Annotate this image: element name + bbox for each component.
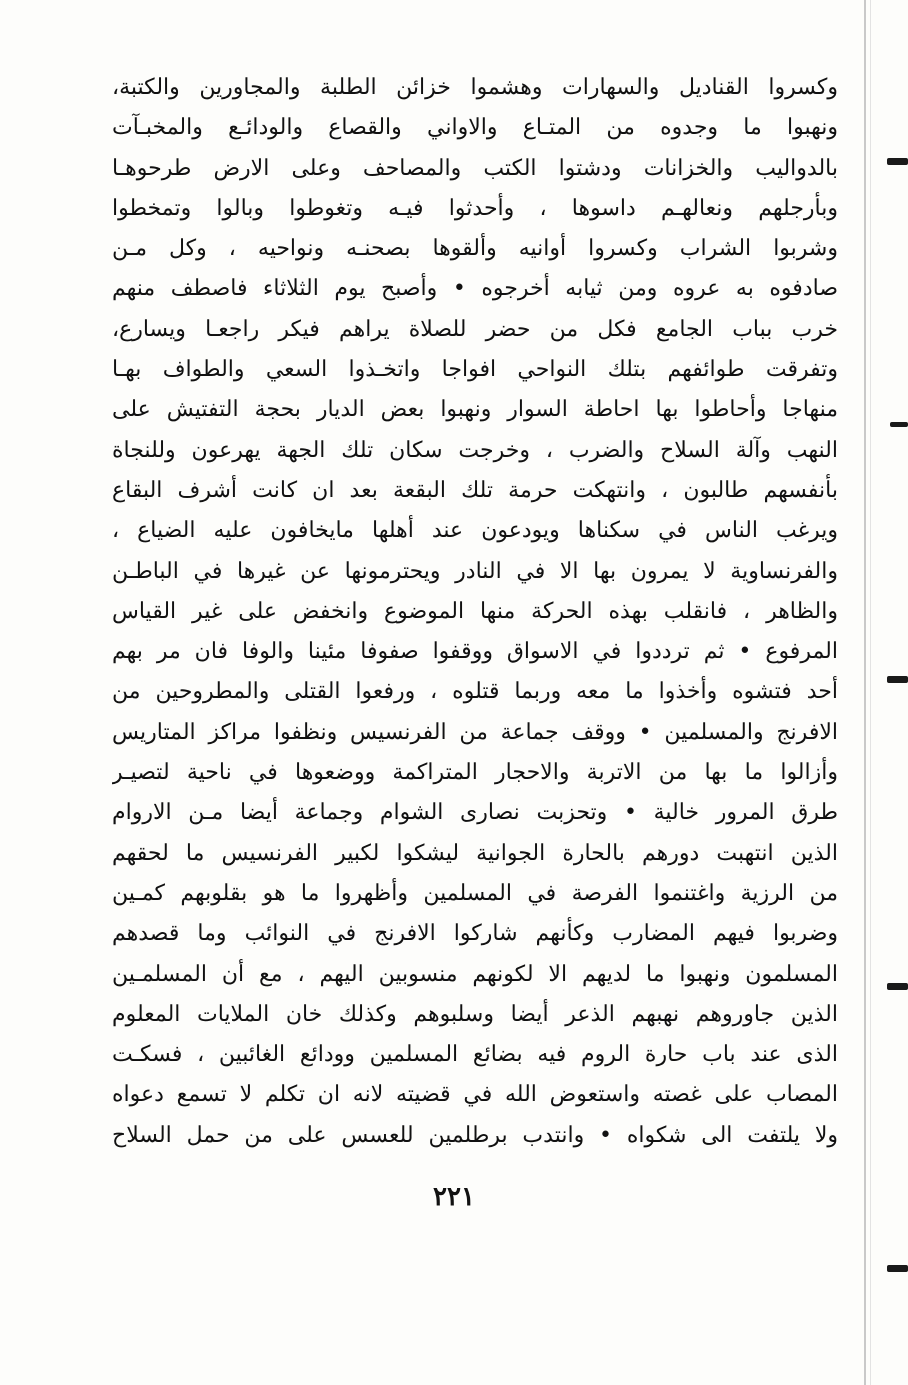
page-edge-mark (887, 983, 908, 990)
text-line: وضربوا فيهم المضارب وكأنهم شاركوا الافرنج في النوائب وما قصدهم (112, 921, 838, 947)
text-line: بأنفسهم طالبون ، وانتهكت حرمة تلك البقعة بعد ان كانت أشرف البقاع (112, 477, 838, 503)
page-edge-mark (887, 1265, 908, 1272)
page-number: ٢٢١ (433, 1182, 475, 1212)
text-line: والظاهر ، فانقلب بهذه الحركة منها الموضوع وانخفض على غير القياس (112, 598, 838, 624)
text-line: طرق المرور خالية • وتحزبت نصارى الشوام وجماعة أيضا مـن الاروام (112, 800, 838, 826)
text-line: بالدواليب والخزانات ودشتوا الكتب والمصاحف وعلى الارض طرحوهـا (112, 155, 838, 181)
text-line: ولا يلتفت الى شكواه • وانتدب برطلمين للعسس على من حمل السلاح (112, 1122, 838, 1148)
text-line: وكسروا القناديل والسهارات وهشموا خزائن الطلبة والمجاورين والكتبة، (112, 75, 838, 100)
text-line: المرفوع • ثم ترددوا في الاسواق ووقفوا صفوفا مئينا والوفا فان مر بهم (112, 639, 838, 665)
text-line: ونهبوا ما وجدوه من المتـاع والاواني والقصاع والودائـع والمخبـآت (112, 115, 838, 141)
text-line: خرب بباب الجامع فكل من حضر للصلاة يراهم فيكر راجعـا ويسارع، (112, 316, 838, 342)
text-line: وتفرقت طوائفهم بتلك النواحي افواجا واتخـذوا السعي والطواف بهـا (112, 357, 838, 383)
text-line: والفرنساوية لا يمرون بها الا في النادر ويحترمونها عن غيرها في الباطـن (112, 558, 838, 584)
page-edge-mark (887, 158, 908, 165)
body-text (112, 68, 838, 1156)
text-line: منهاجا وأحاطوا بها احاطة السوار ونهبوا بعض الديار بحجة التفتيش على (112, 397, 838, 423)
text-line: الافرنج والمسلمين • ووقف جماعة من الفرنسيس ونظفوا مراكز المتاريس (112, 719, 838, 745)
text-line: صادفوه به عروه ومن ثيابه أخرجوه • وأصبح يوم الثلاثاء فاصطف منهم (112, 276, 838, 302)
text-line: من الرزية واغتنموا الفرصة في المسلمين وأظهروا ما هو بقلوبهم كمـين (112, 880, 838, 906)
text-line: الذين جاوروهم نهبهم الذعر أيضا وسلبوهم وكذلك خان الملايات المعلوم (112, 1001, 838, 1027)
text-line: وبأرجلهم ونعالهـم داسوها ، وأحدثوا فيـه وتغوطوا وبالوا وتمخطوا (112, 195, 838, 221)
page-edge-mark (890, 422, 908, 427)
binding-edge-line (864, 0, 866, 1385)
text-line: الذى عند باب حارة الروم فيه بضائع المسلمين وودائع الغائبين ، فسكـت (112, 1042, 838, 1068)
text-line: وشربوا الشراب وكسروا أوانيه وألقوها بصحنـه ونواحيه ، وكل مـن (112, 236, 838, 262)
text-line: وأزالوا ما بها من الاتربة والاحجار المتراكمة ووضعوها في ناحية لتصيـر (112, 760, 838, 786)
text-line: المصاب على غصته واستعوض الله في قضيته لانه ان تكلم لا تسمع دعواه (112, 1082, 838, 1108)
text-line: الذين انتهبت دورهم بالحارة الجوانية ليشكوا لكبير الفرنسيس ما لحقهم (112, 840, 838, 866)
page-edge-mark (887, 676, 908, 683)
binding-edge-line-secondary (870, 0, 871, 1385)
text-line: المسلمون ونهبوا ما لديهم الا لكونهم منسوبين اليهم ، مع أن المسلمـين (112, 961, 838, 987)
text-line: أحد فتشوه وأخذوا ما معه وربما قتلوه ، ورفعوا القتلى والمطروحين من (112, 679, 838, 705)
text-line: النهب وآلة السلاح والضرب ، وخرجت سكان تلك الجهة يهرعون وللنجاة (112, 437, 838, 463)
text-line: ويرغب الناس في سكناها ويودعون عند أهلها مايخافون عليه الضياع ، (112, 518, 838, 544)
